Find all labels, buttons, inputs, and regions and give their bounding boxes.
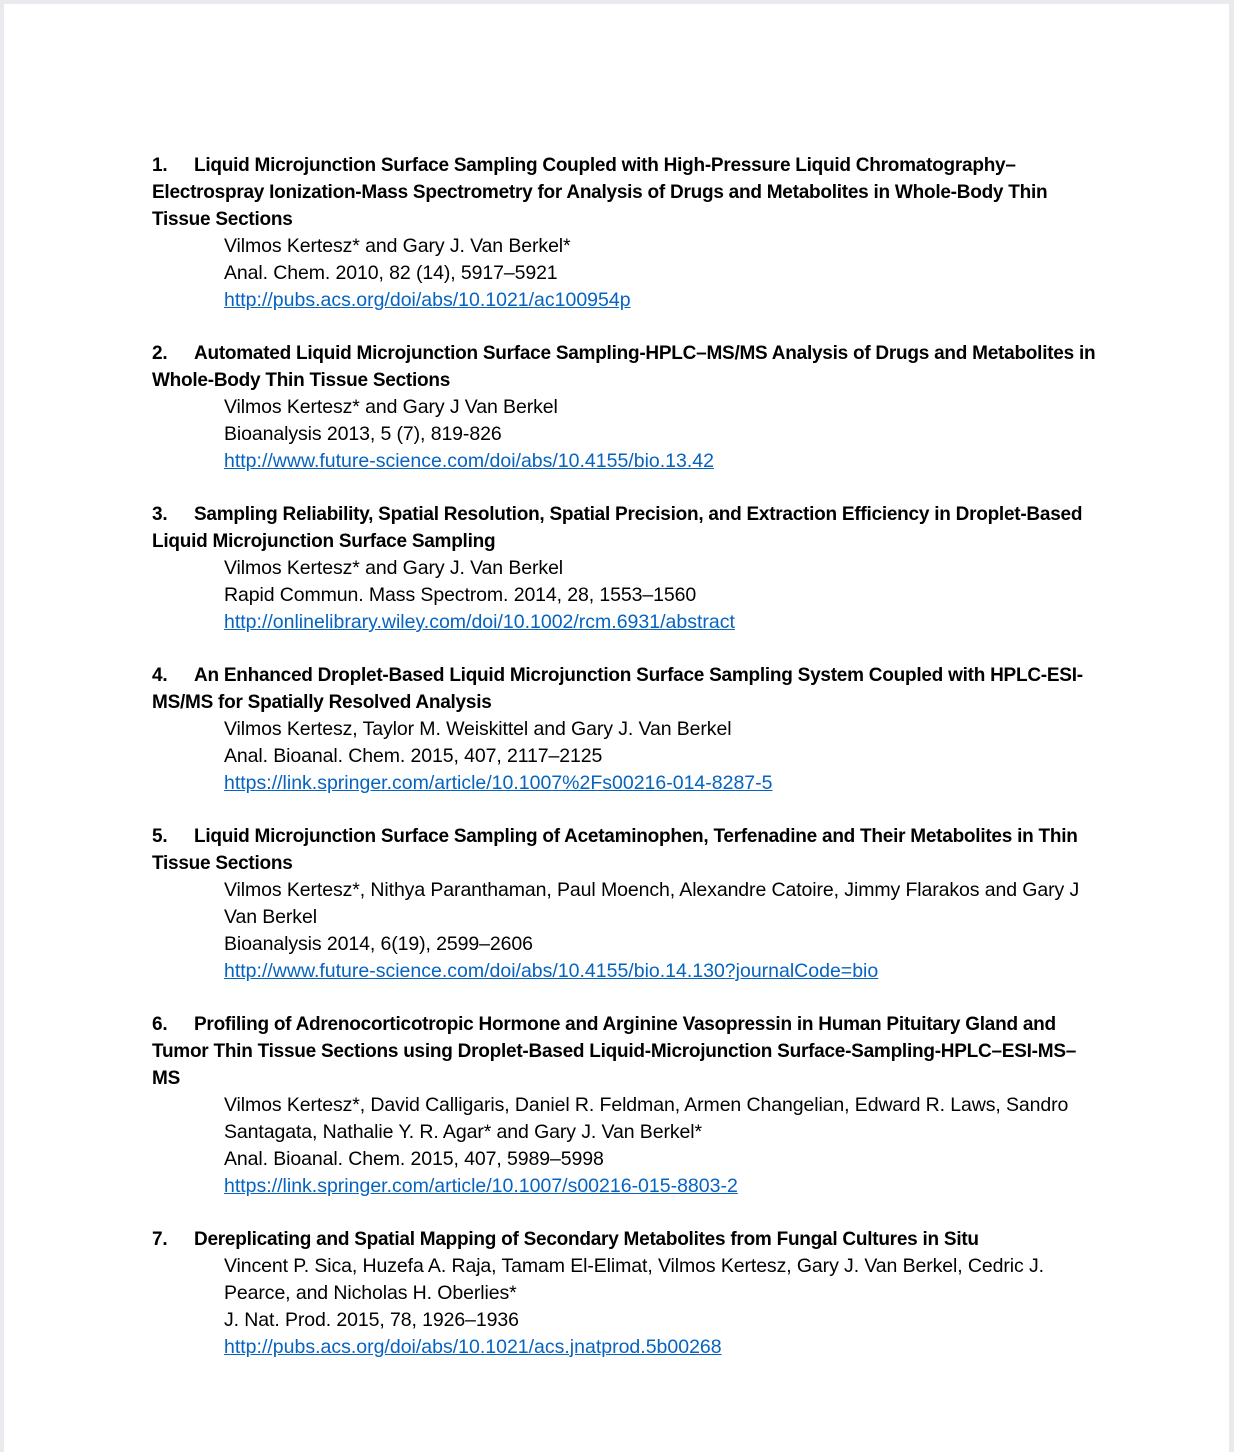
publication-title-text: An Enhanced Droplet-Based Liquid Microjunction Surface Sampling System Coupled with HPLC-ESI-MS/MS for Spatially Resolved Analysis — [152, 665, 1083, 713]
publication-link[interactable]: http://pubs.acs.org/doi/abs/10.1021/acs.jnatprod.5b00268 — [224, 1336, 722, 1358]
publication-list — [152, 152, 1102, 1387]
publication-title-text: Sampling Reliability, Spatial Resolution, Spatial Precision, and Extraction Efficiency in Droplet-Based Liquid Microjunction Surface Sampling — [152, 504, 1083, 552]
publication-number: 5. — [152, 826, 168, 847]
publication-details — [152, 233, 1102, 314]
publication-citation: Anal. Chem. 2010, 82 (14), 5917–5921 — [224, 262, 558, 284]
publication-citation: Rapid Commun. Mass Spectrom. 2014, 28, 1553–1560 — [224, 584, 697, 606]
publication-entry-7 — [152, 1226, 1102, 1361]
publication-title-text: Liquid Microjunction Surface Sampling Coupled with High-Pressure Liquid Chromatography–Electrospray Ionization-Mass Spectrometry for Analysis of Drugs and Metabolites in Whole-Body Thin Tissue Sections — [152, 155, 1048, 230]
publication-title — [152, 340, 1102, 394]
publication-title — [152, 823, 1102, 877]
publication-details — [152, 877, 1102, 985]
publication-number: 1. — [152, 155, 168, 176]
publication-details — [152, 1092, 1102, 1200]
publication-authors: Vilmos Kertesz* and Gary J Van Berkel — [224, 396, 558, 418]
publication-link[interactable]: https://link.springer.com/article/10.1007%2Fs00216-014-8287-5 — [224, 772, 773, 794]
publication-number: 6. — [152, 1014, 168, 1035]
publication-citation: Bioanalysis 2014, 6(19), 2599–2606 — [224, 933, 533, 955]
publication-link[interactable]: http://www.future-science.com/doi/abs/10.4155/bio.14.130?journalCode=bio — [224, 960, 879, 982]
publication-authors: Vilmos Kertesz, Taylor M. Weiskittel and Gary J. Van Berkel — [224, 718, 732, 740]
publication-entry-1 — [152, 152, 1102, 314]
publication-citation: Anal. Bioanal. Chem. 2015, 407, 2117–2125 — [224, 745, 603, 767]
publication-entry-2 — [152, 340, 1102, 475]
publication-link[interactable]: http://onlinelibrary.wiley.com/doi/10.1002/rcm.6931/abstract — [224, 611, 735, 633]
publication-title — [152, 1226, 1102, 1253]
publication-details — [152, 394, 1102, 475]
publication-authors: Vilmos Kertesz* and Gary J. Van Berkel* — [224, 235, 571, 257]
publication-title-text: Profiling of Adrenocorticotropic Hormone and Arginine Vasopressin in Human Pituitary Gland and Tumor Thin Tissue Sections using Droplet-Based Liquid-Microjunction Surface-Sampling-HPLC–ESI-MS–MS — [152, 1014, 1077, 1089]
publication-citation: J. Nat. Prod. 2015, 78, 1926–1936 — [224, 1309, 519, 1331]
publication-title-text: Liquid Microjunction Surface Sampling of Acetaminophen, Terfenadine and Their Metabolites in Thin Tissue Sections — [152, 826, 1078, 874]
publication-authors: Vilmos Kertesz*, Nithya Paranthaman, Paul Moench, Alexandre Catoire, Jimmy Flarakos and Gary J Van Berkel — [224, 879, 1080, 928]
publication-title — [152, 662, 1102, 716]
publication-title — [152, 1011, 1102, 1092]
publication-entry-4 — [152, 662, 1102, 797]
publication-citation: Bioanalysis 2013, 5 (7), 819-826 — [224, 423, 502, 445]
publication-authors: Vincent P. Sica, Huzefa A. Raja, Tamam El-Elimat, Vilmos Kertesz, Gary J. Van Berkel, Cedric J. Pearce, and Nicholas H. Oberlies* — [224, 1255, 1044, 1304]
publication-entry-5 — [152, 823, 1102, 985]
publication-title — [152, 152, 1102, 233]
publication-entry-6 — [152, 1011, 1102, 1200]
publication-number: 7. — [152, 1229, 168, 1250]
publication-entry-3 — [152, 501, 1102, 636]
publication-citation: Anal. Bioanal. Chem. 2015, 407, 5989–5998 — [224, 1148, 604, 1170]
publication-number: 4. — [152, 665, 168, 686]
publication-details — [152, 555, 1102, 636]
publication-details — [152, 716, 1102, 797]
publication-link[interactable]: https://link.springer.com/article/10.1007/s00216-015-8803-2 — [224, 1175, 738, 1197]
publication-title-text: Automated Liquid Microjunction Surface Sampling-HPLC–MS/MS Analysis of Drugs and Metabolites in Whole-Body Thin Tissue Sections — [152, 343, 1096, 391]
publication-title — [152, 501, 1102, 555]
publication-number: 3. — [152, 504, 168, 525]
document-page — [4, 4, 1229, 1452]
publication-number: 2. — [152, 343, 168, 364]
publication-link[interactable]: http://www.future-science.com/doi/abs/10.4155/bio.13.42 — [224, 450, 714, 472]
publication-authors: Vilmos Kertesz*, David Calligaris, Daniel R. Feldman, Armen Changelian, Edward R. Laws, Sandro Santagata, Nathalie Y. R. Agar* and Gary J. Van Berkel* — [224, 1094, 1069, 1143]
publication-authors: Vilmos Kertesz* and Gary J. Van Berkel — [224, 557, 564, 579]
publication-link[interactable]: http://pubs.acs.org/doi/abs/10.1021/ac100954p — [224, 289, 631, 311]
publication-title-text: Dereplicating and Spatial Mapping of Secondary Metabolites from Fungal Cultures in Situ — [194, 1229, 979, 1250]
publication-details — [152, 1253, 1102, 1361]
